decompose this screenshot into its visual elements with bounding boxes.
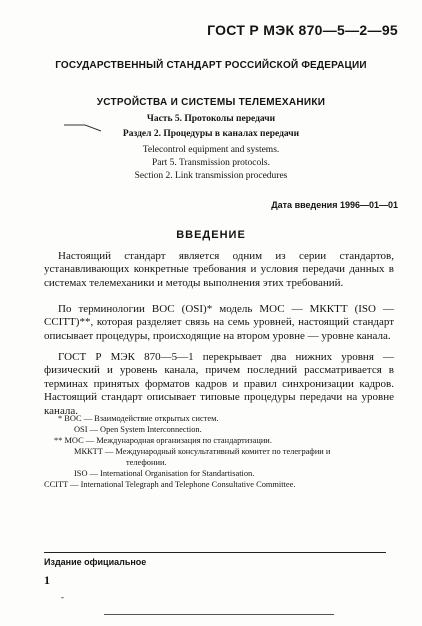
document-part: Часть 5. Протоколы передачи	[146, 114, 276, 124]
footnote: телефонии.	[126, 458, 167, 467]
document-title: УСТРОЙСТВА И СИСТЕМЫ ТЕЛЕМЕХАНИКИ	[96, 97, 326, 108]
intro-paragraph: Настоящий стандарт является одним из серии стандартов, устанавливающих конкретные требования и условия передачи данных в системах телемеханики и методы выполнения этих требований.	[44, 250, 394, 289]
footnote: * ВОС — Взаимодействие открытых систем.	[58, 414, 219, 423]
intro-paragraph: По терминологии ВОС (OSI)* модель МОС — МККТТ (ISO — CCITT)**, которая разделяет связь на семь уровней, настоящий стандарт описывает процедуры, происходящие на втором уровне — уровне канала.	[44, 303, 394, 342]
standard-code: ГОСТ Р МЭК 870—5—2—95	[207, 22, 398, 38]
english-title-line-1: Telecontrol equipment and systems.	[142, 145, 280, 155]
page-number: 1	[44, 573, 50, 587]
footnote: CCITT — International Telegraph and Telephone Consultative Committee.	[44, 480, 296, 489]
english-title-line-2: Part 5. Transmission protocols.	[152, 158, 270, 168]
intro-heading: ВВЕДЕНИЕ	[176, 229, 246, 241]
official-edition-label: Издание официальное	[44, 557, 147, 567]
bottom-line	[104, 614, 334, 615]
pen-stroke-mark	[63, 122, 105, 134]
organization-title: ГОСУДАРСТВЕННЫЙ СТАНДАРТ РОССИЙСКОЙ ФЕДЕРАЦИИ	[55, 60, 367, 71]
english-title-line-3: Section 2. Link transmission procedures	[134, 171, 288, 181]
footnote: OSI — Open System Interconnection.	[74, 425, 202, 434]
stray-mark: -	[61, 592, 64, 602]
effective-date: Дата введения 1996—01—01	[271, 200, 398, 210]
intro-paragraph: ГОСТ Р МЭК 870—5—1 перекрывает два нижних уровня — физический и уровень канала, причем последний рассматривается в терминах принятых форматов кадров и правил синхронизации кадров. Настоящий стандарт описывает типовые процедуры передачи на уровне канала.	[44, 351, 394, 417]
document-section: Раздел 2. Процедуры в каналах передачи	[122, 129, 300, 139]
footnote: ** МОС — Международная организация по стандартизации.	[54, 436, 272, 445]
footer-divider	[44, 552, 386, 553]
footnote: ISO — International Organisation for Standartisation.	[74, 469, 255, 478]
footnote: МККТТ — Международный консультативный комитет по телеграфии и	[74, 447, 331, 456]
